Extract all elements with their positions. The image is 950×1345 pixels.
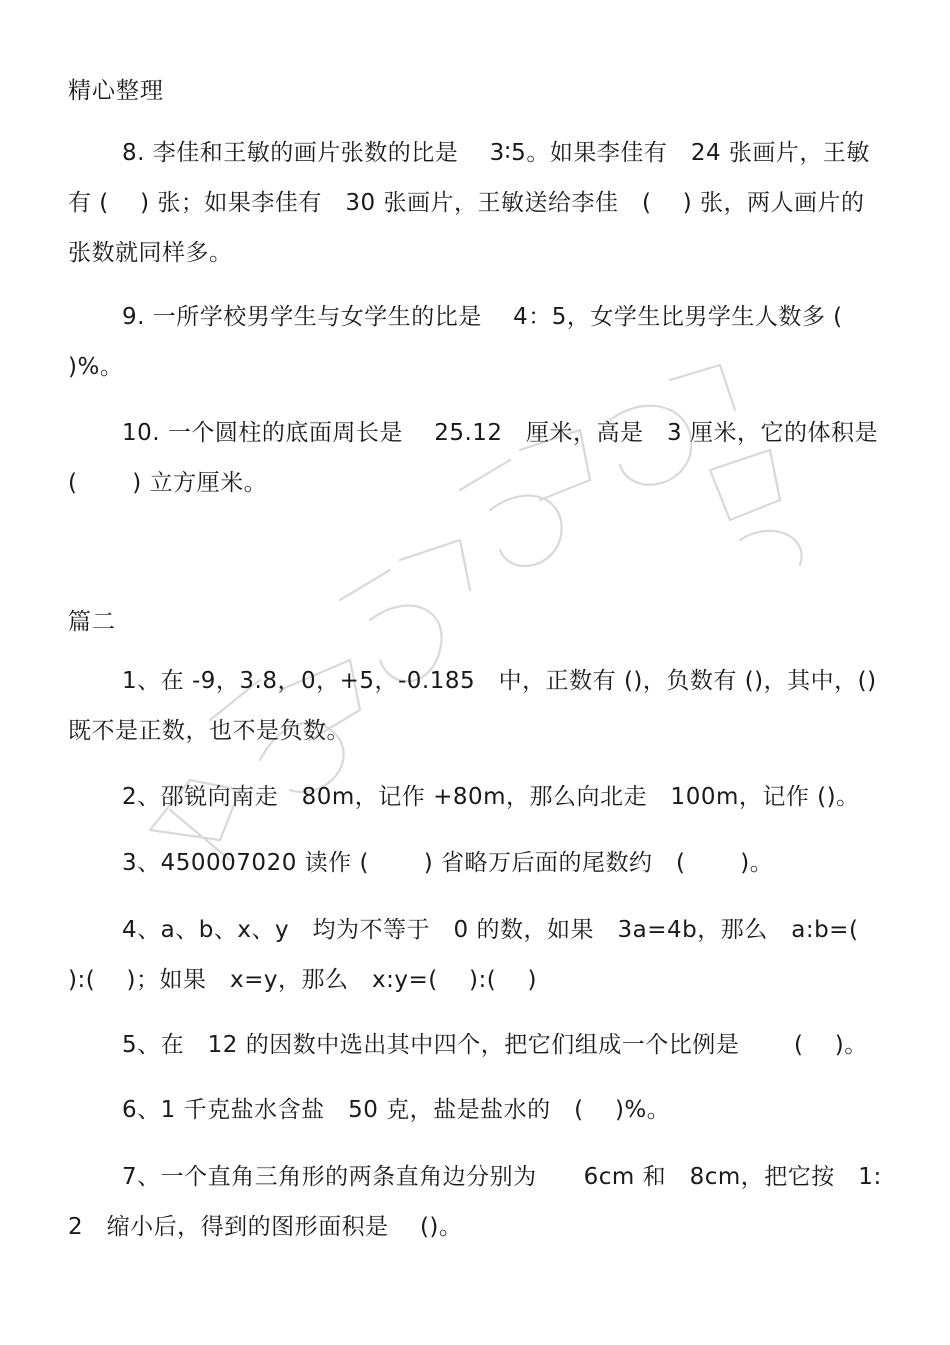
section-title: 篇二 [68, 609, 116, 635]
question-8: 8. 李佳和王敏的画片张数的比是 3∶5。如果李佳有 24 张画片，王敏有 ( ) 张；如果李佳有 30 张画片，王敏送给李佳 ( ) 张，两人画片的张数就同样多。 [68, 140, 870, 266]
question-1: 1、在 -9，3.8，0，+5，-0.185 中，正数有 ()，负数有 ()，其中，() 既不是正数，也不是负数。 [68, 668, 877, 744]
question-3: 3、450007020 读作 ( ) 省略万后面的尾数约 ( )。 [122, 850, 774, 876]
question-5: 5、在 12 的因数中选出其中四个，把它们组成一个比例是 ( )。 [122, 1032, 868, 1058]
question-4: 4、a、b、x、y 均为不等于 0 的数，如果 3a=4b，那么 a:b=( ):( )；如果 x=y，那么 x:y=( ):( ) [68, 917, 890, 993]
question-6: 6、1 千克盐水含盐 50 克，盐是盐水的 ( )%。 [122, 1097, 671, 1123]
question-10: 10. 一个圆柱的底面周长是 25.12 厘米，高是 3 厘米，它的体积是 ( ) 立方厘米。 [68, 420, 878, 496]
page-header: 精心整理 [68, 78, 164, 104]
question-9: 9. 一所学校男学生与女学生的比是 4：5，女学生比男学生人数多 ( )%。 [68, 304, 898, 380]
question-2: 2、邵锐向南走 80m，记作 +80m，那么向北走 100m，记作 ()。 [122, 784, 860, 810]
question-7: 7、一个直角三角形的两条直角边分别为 6cm 和 8cm，把它按 1:2 缩小后，得到的图形面积是 ()。 [68, 1164, 882, 1240]
